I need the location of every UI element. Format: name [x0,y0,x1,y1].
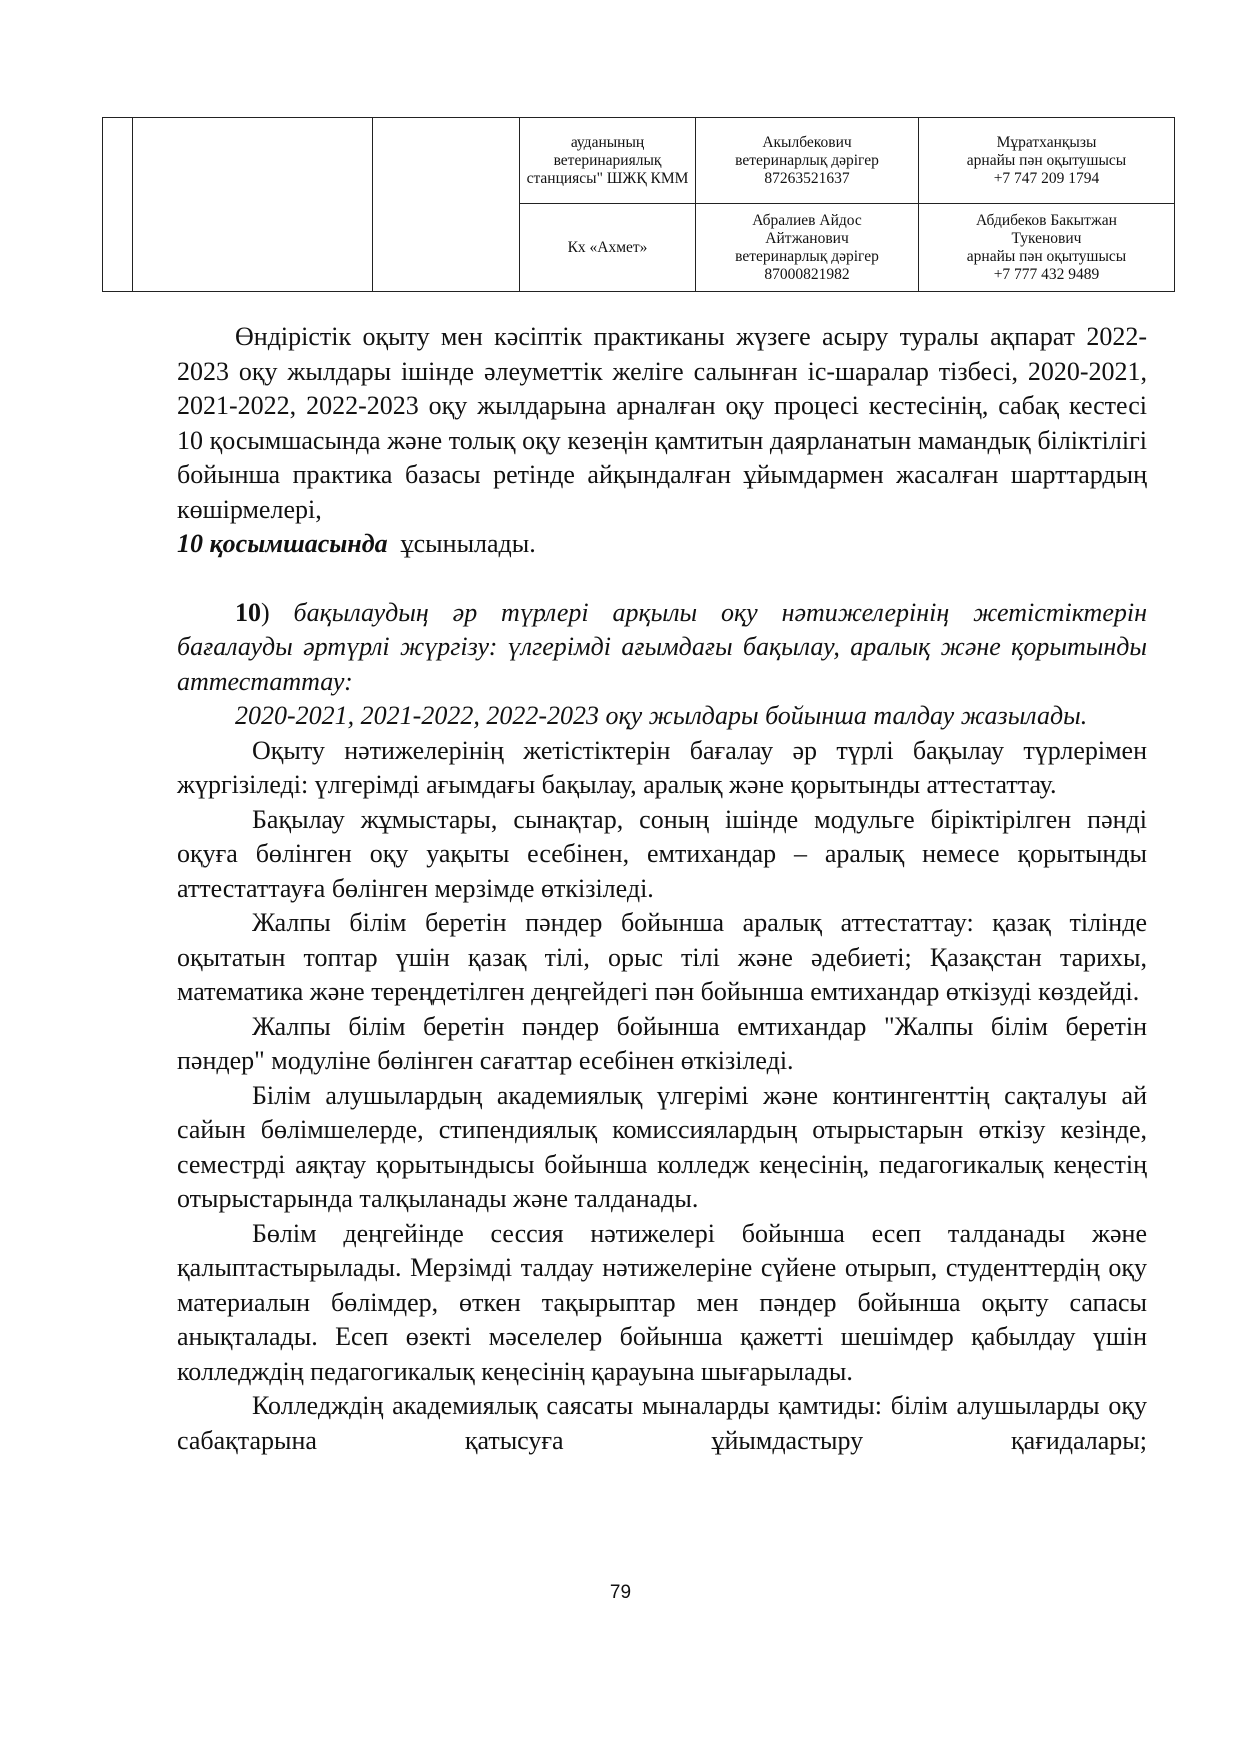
teacher-name: Мұратханқызы [996,133,1097,151]
paragraph-spacer [177,562,1147,596]
table-row [103,118,1175,204]
page-number: 79 [609,1582,632,1603]
table-cell-teacher [919,118,1175,204]
supervisor-patronymic: Айтжанович [765,229,849,247]
paragraph: Колледждің академиялық саясаты мыналарды қамтиды: білім алушыларды оқу сабақтарына қатысуға ұйымдастыру қағидалары; [177,1391,1147,1455]
supervisor-position: ветеринарлық дәрігер [735,151,879,169]
paragraph: Бөлім деңгейінде сессия нәтижелері бойынша есеп талданады және қалыптастырылады. Мерзімді талдау нәтижелеріне сүйене отырып, студенттердің оқу материалын бөлімдер, өткен тақырыптар мен пәндер бойынша оқыту сапасы анықталады. Есеп өзекті мәселелер бойынша қажетті шешімдер қабылдау үшін колледждің педагогикалық кеңесінің қарауына шығарылады. [177,1218,1147,1386]
table-cell-organization [520,204,696,292]
practice-bases-table [102,117,1175,292]
teacher-phone: +7 747 209 1794 [993,169,1100,187]
supervisor-phone: 87263521637 [764,169,850,187]
supervisor-surname: Абралиев Айдос [752,211,862,229]
supervisor-phone: 87000821982 [764,265,850,283]
teacher-phone: +7 777 432 9489 [993,265,1100,283]
teacher-surname: Абдибеков Бакытжан [976,211,1117,229]
section-number: 10 [235,597,261,627]
supervisor-name: Акылбекович [762,133,852,151]
paragraph: Жалпы білім беретін пәндер бойынша емтихандар "Жалпы білім беретін пәндер" модуліне бөлінген сағаттар есебінен өткізіледі. [177,1011,1147,1075]
document-body [177,320,1147,1458]
analysis-note [177,699,1147,734]
appendix-tail: ұсынылады. [400,529,536,558]
teacher-position: арнайы пән оқытушысы [966,151,1127,169]
appendix-reference: 10 қосымшасында [177,529,388,558]
section-10-heading: 10) бақылаудың әр түрлері арқылы оқу нәтижелерінің жетістіктерін бағалауды әртүрлі жүргізу: үлгерімді ағымдағы бақылау, аралық және қорытынды аттестаттау: [177,597,1147,696]
table-cell-teacher [919,204,1175,292]
paragraph: Оқыту нәтижелерінің жетістіктерін бағалау әр түрлі бақылау түрлерімен жүргізіледі: үлгерімді ағымдағы бақылау, аралық және қорытынды аттестаттау. [177,735,1147,799]
section-heading-colon: : [344,666,353,696]
table-cell-supervisor [696,204,919,292]
practice-info-paragraph: Өндірістік оқыту мен кәсіптік практиканы жүзеге асыру туралы ақпарат 2022-2023 оқу жылдары ішінде әлеуметтік желіге салынған іс-шаралар тізбесі, 2020-2021, 2021-2022, 2022-2023 оқу жылдарына арналған оқу процесі кестесінің, сабақ кестесі 10 қосымшасында және толық оқу кезеңін қамтитын даярланатын мамандық біліктілігі бойынша практика базасы ретінде айқындалған ұйымдармен жасалған шарттардың көшірмелері, [177,322,1147,524]
paragraph: Бақылау жұмыстары, сынақтар, соның ішінде модульге біріктірілген пәнді оқуға бөлінген оқу уақыты есебінен, емтихандар – аралық немесе қорытынды аттестаттауға бөлінген мерзімде өткізіледі. [177,804,1147,903]
analysis-note-text: 2020-2021, 2021-2022, 2022-2023 оқу жылдары бойынша талдау жазылады. [235,701,1088,730]
table-cell-qualification [373,118,520,292]
table-cell-number [103,118,133,292]
table-cell-supervisor [696,118,919,204]
organization-name: Кх «Ахмет» [567,238,648,256]
section-heading-text: бақылаудың әр түрлері арқылы оқу нәтижелерінің жетістіктерін бағалауды әртүрлі жүргізу: үлгерімді ағымдағы бақылау, аралық және қорытынды аттестаттау [177,597,1147,696]
table-cell-organization [520,118,696,204]
appendix-line [177,527,1147,562]
table-cell-specialty [133,118,373,292]
paragraph: Білім алушылардың академиялық үлгерімі және контингенттің сақталуы ай сайын бөлімшелерде, стипендиялық комиссиялардың отырыстарын өткізу кезінде, семестрді аяқтау қорытындысы бойынша колледж кеңесінің, педагогикалық кеңестің отырыстарында талқыланады және талданады. [177,1080,1147,1213]
paragraph: Жалпы білім беретін пәндер бойынша аралық аттестаттау: қазақ тілінде оқытатын топтар үшін қазақ тілі, орыс тілі және әдебиеті; Қазақстан тарихы, математика және тереңдетілген деңгейдегі пән бойынша емтихандар өткізуді көздейді. [177,908,1147,1006]
organization-name: ауданының ветеринариялық станциясы" ШЖҚ КММ [526,133,689,187]
supervisor-position: ветеринарлық дәрігер [735,247,879,265]
teacher-position: арнайы пән оқытушысы [966,247,1127,265]
teacher-patronymic: Тукенович [1011,229,1082,247]
